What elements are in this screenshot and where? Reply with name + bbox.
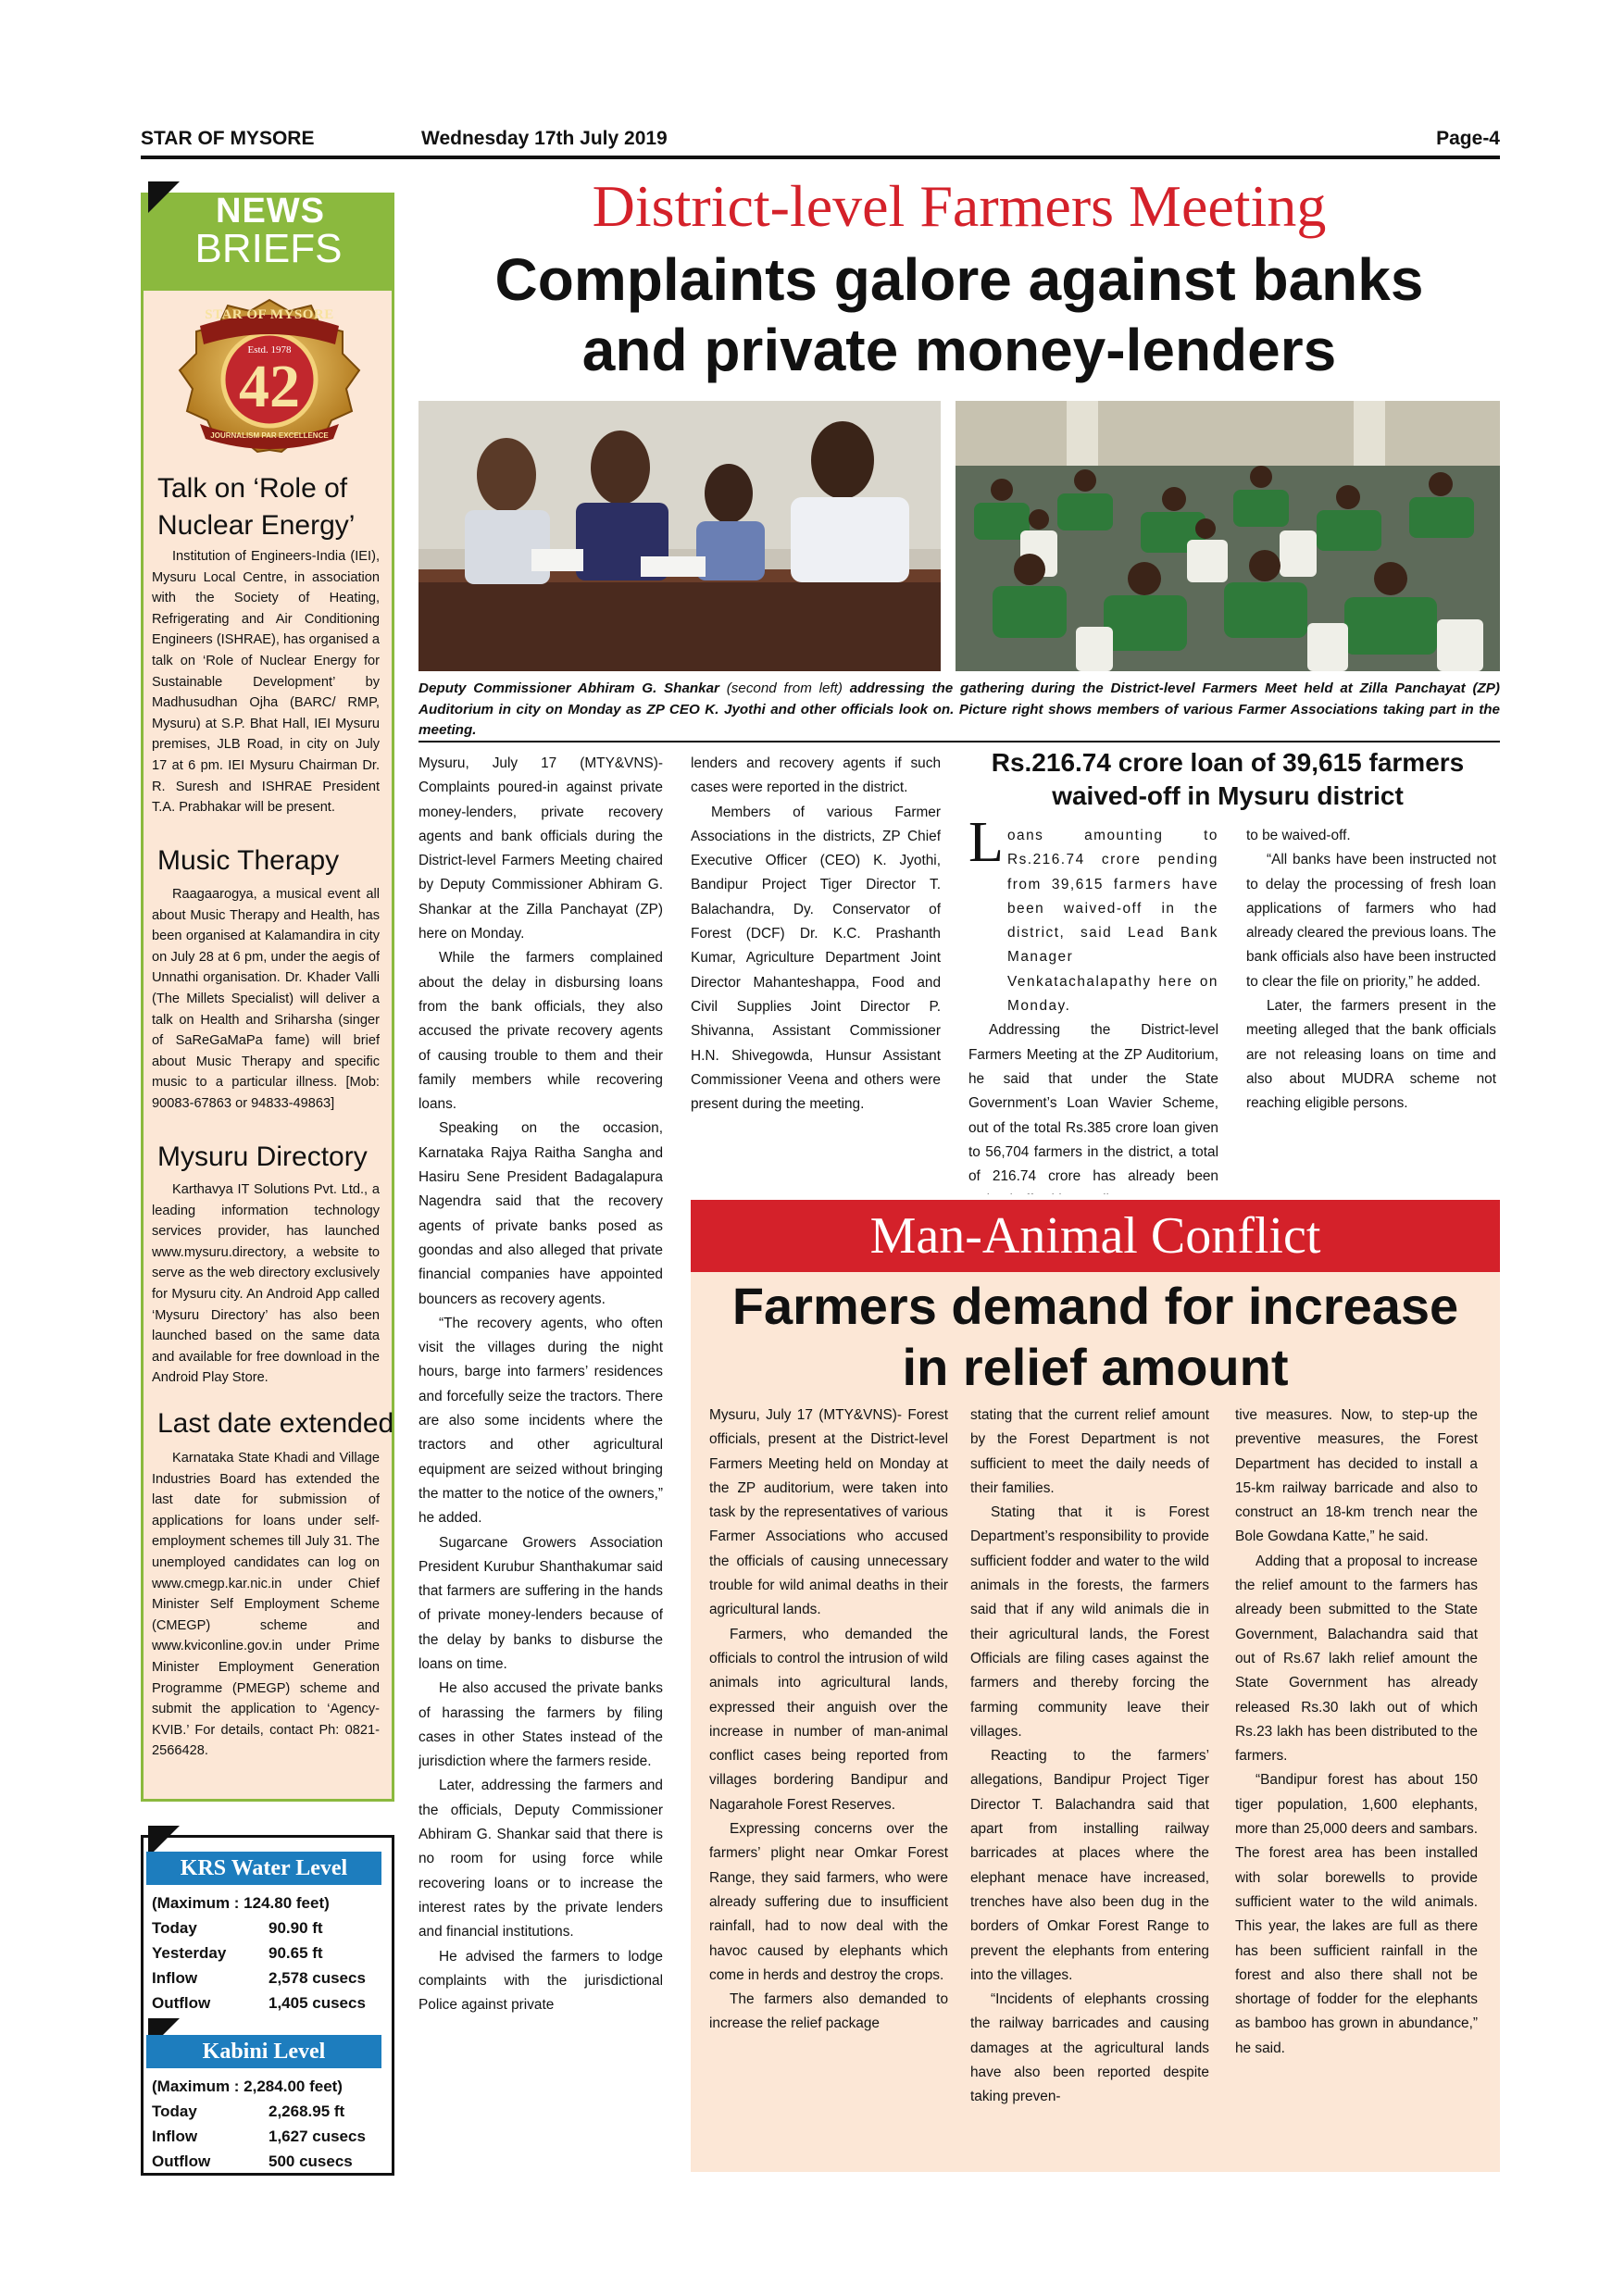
krs-title: KRS Water Level — [146, 1852, 381, 1885]
lead-headline-line2: and private money-lenders — [581, 317, 1337, 383]
lead-column-2: lenders and recovery agents if such cases were reported in the district. Members of various Farmer Associations in the districts, ZP Chief Executive Officer (CEO) K. Jyothi, Bandipur Project Tiger Director T. Balachandra, Dy. Conservator of Forest (DCF) Dr. K.C. Prashanth Kumar, Agriculture Department Joint Director Mahanteshappa, Food and Civil Supplies Joint Director P. Shivanna, Assistant Commissioner H.N. Shivegowda, Hunsur Assistant Commissioner Veena and others were present during the meeting. — [691, 755, 941, 1113]
conflict-column-3: tive measures. Now, to step-up the preventive measures, the Forest Department has decided to install a 15-km railway barricade and also to construct an 18-km trench near the Bole Gowdana Katte,” he said. Adding that a proposal to increase the relief amount to the farmers has already been submitted to the State Government, Balachandra said that out of Rs.67 lakh relief amount the State Government has already released Rs.30 lakh out of which Rs.23 lakh has been distributed to the farmers. “Bandipur forest has about 150 tiger population, 1,600 elephants, more than 25,000 deers and sambars. The forest area has been installed with solar borewells to provide sufficient water to the wild animals. This year, the lakes are full as there has been sufficient rainfall in the forest and also there shall not be shortage of fodder for the elephants as bamboo has grown in abundance,” he said. — [1235, 1407, 1478, 2056]
logo-number: 42 — [239, 353, 300, 420]
kabini-label: Today — [152, 2103, 197, 2120]
conflict-headline-line2: in relief amount — [902, 1338, 1289, 1396]
krs-label: Inflow — [152, 1969, 198, 1987]
news-label: NEWS — [216, 192, 325, 231]
conflict-kicker: Man-Animal Conflict — [869, 1207, 1321, 1265]
kabini-label: Inflow — [152, 2128, 198, 2145]
logo-estd-text: Estd. 1978 — [247, 344, 292, 356]
krs-value: 90.90 ft — [269, 1919, 323, 1937]
krs-maximum: (Maximum : 124.80 feet) — [152, 1894, 330, 1912]
loan-headline-line1: Rs.216.74 crore loan of 39,615 farmers — [991, 748, 1465, 777]
krs-label: Outflow — [152, 1994, 211, 2012]
kabini-title: Kabini Level — [146, 2035, 381, 2068]
brief-title-line2: Nuclear Energy’ — [157, 510, 356, 541]
brief-body: Institution of Engineers-India (IEI), Mysuru Local Centre, in association with the Society of Heating, Refrigerating and Air Conditioning Engineers (ISHRAE), has organised a talk on ‘Role of Nuclear Energy for Sustainable Development’ by Madhusudhan Ojha (BARC/ RMP, Mysuru) at S.P. Bhat Hall, IEI Mysuru premises, JLB Road, in city on July 17 at 6 pm. IEI Mysuru Chairman Dr. R. Suresh and ISHRAE President T.A. Prabhakar will be present. — [152, 549, 380, 816]
kabini-label: Outflow — [152, 2152, 211, 2170]
corner-marker-icon — [148, 181, 180, 213]
officials-photo — [418, 401, 941, 671]
conflict-column-1: Mysuru, July 17 (MTY&VNS)- Forest officials, present at the District-level Farmers Meeting held on Monday at the ZP auditorium, were taken into task by the representatives of various Farmer Associations who accused the officials of causing unnecessary trouble for wild animal deaths in their agricultural lands. Farmers, who demanded the officials to control the intrusion of wild animals into agricultural lands, expressed their anguish over the increase in number of man-animal conflict cases being reported from villages bordering Bandipur and Nagarahole Forest Reserves. Expressing concerns over the farmers’ plight near Omkar Forest Range, they said farmers, who were already suffering due to insufficient rainfall, had to now deal with the havoc caused by elephants which come in herds and destroy the crops. The farmers also demanded to increase the relief package — [709, 1407, 948, 2032]
kabini-value: 1,627 cusecs — [269, 2128, 366, 2145]
brief-title: Talk on ‘Role of — [157, 473, 348, 504]
krs-value: 90.65 ft — [269, 1944, 323, 1962]
brief-body: Karnataka State Khadi and Village Industries Board has extended the last date for submission of applications for loans under self-employment schemes till July 31. The unemployed candidates can log on www.cmegp.kar.nic.in under Chief Minister Self Employment Scheme (CMEGP) scheme and www.kviconline.gov.in under Prime Minister Employment Generation Programme (PMEGP) scheme and submit the application to ‘Agency-KVIB.’ For details, contact Ph: 0821-2566428. — [152, 1451, 380, 1759]
photo-caption: Deputy Commissioner Abhiram G. Shankar (second from left) addressing the gathering during the District-level Farmers Meet held at Zilla Panchayat (ZP) Auditorium in city on Monday as ZP CEO K. Jyothi and other officials look on. Picture right shows members of various Farmer Associations taking part in the meeting. — [418, 680, 1500, 738]
lead-column-1: Mysuru, July 17 (MTY&VNS)- Complaints poured-in against private money-lenders, private recovery agents and bank officials during the District-level Farmers Meeting chaired by Deputy Commissioner Abhiram G. Shankar at the Zilla Panchayat (ZP) here on Monday. While the farmers complained about the delay in disbursing loans from the bank officials, they also accused the private recovery agents of causing trouble to them and their family members while recovering loans. Speaking on the occasion, Karnataka Rajya Raitha Sangha and Hasiru Sene President Badagalapura Nagendra said that the recovery agents of private banks posed as goondas and also alleged that private financial companies have appointed bouncers as recovery agents. “The recovery agents, who often visit the villages during the night hours, barge into farmers’ residences and forcefully seize the tractors. There are also some incidents where the tractors and other agricultural equipment are seized without bringing the matter to the notice of the owners,” he added. Sugarcane Growers Association President Kurubur Shanthakumar said that farmers are suffering in the hands of private money-lenders because of the delay by banks to disburse the loans on time. He also accused the private banks of harassing the farmers by filing cases in other States instead of the jurisdiction where the farmers reside. Later, addressing the farmers and the officials, Deputy Commissioner Abhiram G. Shankar said that there is no room for using force while recovering loans or to increase the interest rates by the private lenders and financial institutions. He advised the farmers to lodge complaints with the jurisdictional Police against private — [418, 755, 663, 2014]
conflict-headline-line1: Farmers demand for increase — [731, 1277, 1459, 1335]
brief-body: Karthavya IT Solutions Pvt. Ltd., a leading information technology services provider, has launched www.mysuru.directory, a website to serve as the web directory exclusively for Mysuru city. An Android App called ‘Mysuru Directory’ has also been launched based on the same data and available for free download in the Android Play Store. — [152, 1182, 380, 1386]
krs-label: Today — [152, 1919, 197, 1937]
kabini-value: 500 cusecs — [269, 2152, 353, 2170]
briefs-label: BRIEFS — [194, 226, 343, 271]
logo-top-text: STAR OF MYSORE — [205, 307, 334, 322]
brief-title: Music Therapy — [157, 845, 340, 876]
loan-column-1: oans amounting to Rs.216.74 crore pending from 39,615 farmers have been waived-off in the district, said Lead Bank Manager Venkatachalapathy here on Monday. Addressing the District-level Farmers Meeting at the ZP Auditorium, he said that under the State Government’s Loan Wavier Scheme, out of the total Rs.385 crore loan given to 56,704 farmers in the district, a total of 216.74 crore has already been — [968, 828, 1218, 1185]
kabini-maximum: (Maximum : 2,284.00 feet) — [152, 2078, 343, 2095]
krs-value: 2,578 cusecs — [269, 1969, 366, 1987]
audience-photo — [956, 401, 1500, 671]
brief-title: Last date extended — [157, 1408, 394, 1439]
header-rule — [141, 156, 1500, 159]
lead-kicker: District-level Farmers Meeting — [592, 173, 1327, 239]
krs-label: Yesterday — [152, 1944, 227, 1962]
brief-body: Raagaarogya, a musical event all about Music Therapy and Health, has been organised at Kalamandira in city on July 28 at 6 pm, under the aegis of Unnathi organisation. Dr. Khader Valli (The Millets Specialist) will deliver a talk on Health and Sriharsha (singer of SaReGaMaPa fame) will brief about Music Therapy and specific music to a particular illness. [Mob: 90083-67863 or 94833-49863] — [152, 887, 380, 1111]
caption-rule — [418, 741, 1500, 742]
loan-column-2: to be waived-off. “All banks have been instructed not to delay the processing of fresh loan applications of farmers who had already cleared the previous loans. The bank officials also have been instructed to clear the file on priority,” he added. Later, the farmers present in the meeting alleged that the bank officials are not releasing loans on time and also about MUDRA scheme not reaching eligible persons. — [1246, 828, 1496, 1112]
logo-bottom-text: JOURNALISM PAR EXCELLENCE — [210, 431, 329, 440]
kabini-value: 2,268.95 ft — [269, 2103, 345, 2120]
loan-headline-line2: waived-off in Mysuru district — [1052, 781, 1404, 810]
lead-headline-line1: Complaints galore against banks — [494, 246, 1424, 313]
krs-value: 1,405 cusecs — [269, 1994, 366, 2012]
brief-title: Mysuru Directory — [157, 1142, 368, 1172]
loan-dropcap: L — [968, 811, 1004, 874]
page-number: Page-4 — [1436, 128, 1500, 149]
issue-date: Wednesday 17th July 2019 — [421, 128, 668, 149]
publication-name: STAR OF MYSORE — [141, 128, 315, 149]
conflict-column-2: stating that the current relief amount by the Forest Department is not sufficient to meet the daily needs of their families. Stating that it is Forest Department’s responsibility to provide sufficient fodder and water to the wild animals in the forests, the farmers said that if any wild animals die in their agricultural lands, the Forest Officials are filing cases against the farmers and thereby forcing the farming community leave their villages. Reacting to the farmers’ allegations, Bandipur Project Tiger Director T. Balachandra said that apart from installing railway barricades at places where the elephant menace have increased, trenches have also been dug in the borders of Omkar Forest Range to prevent the elephants from entering into the villages. “Incidents of elephants crossing the railway barricades and causing damages at the agricultural lands have also been reported despite taking preven- — [970, 1407, 1209, 2105]
